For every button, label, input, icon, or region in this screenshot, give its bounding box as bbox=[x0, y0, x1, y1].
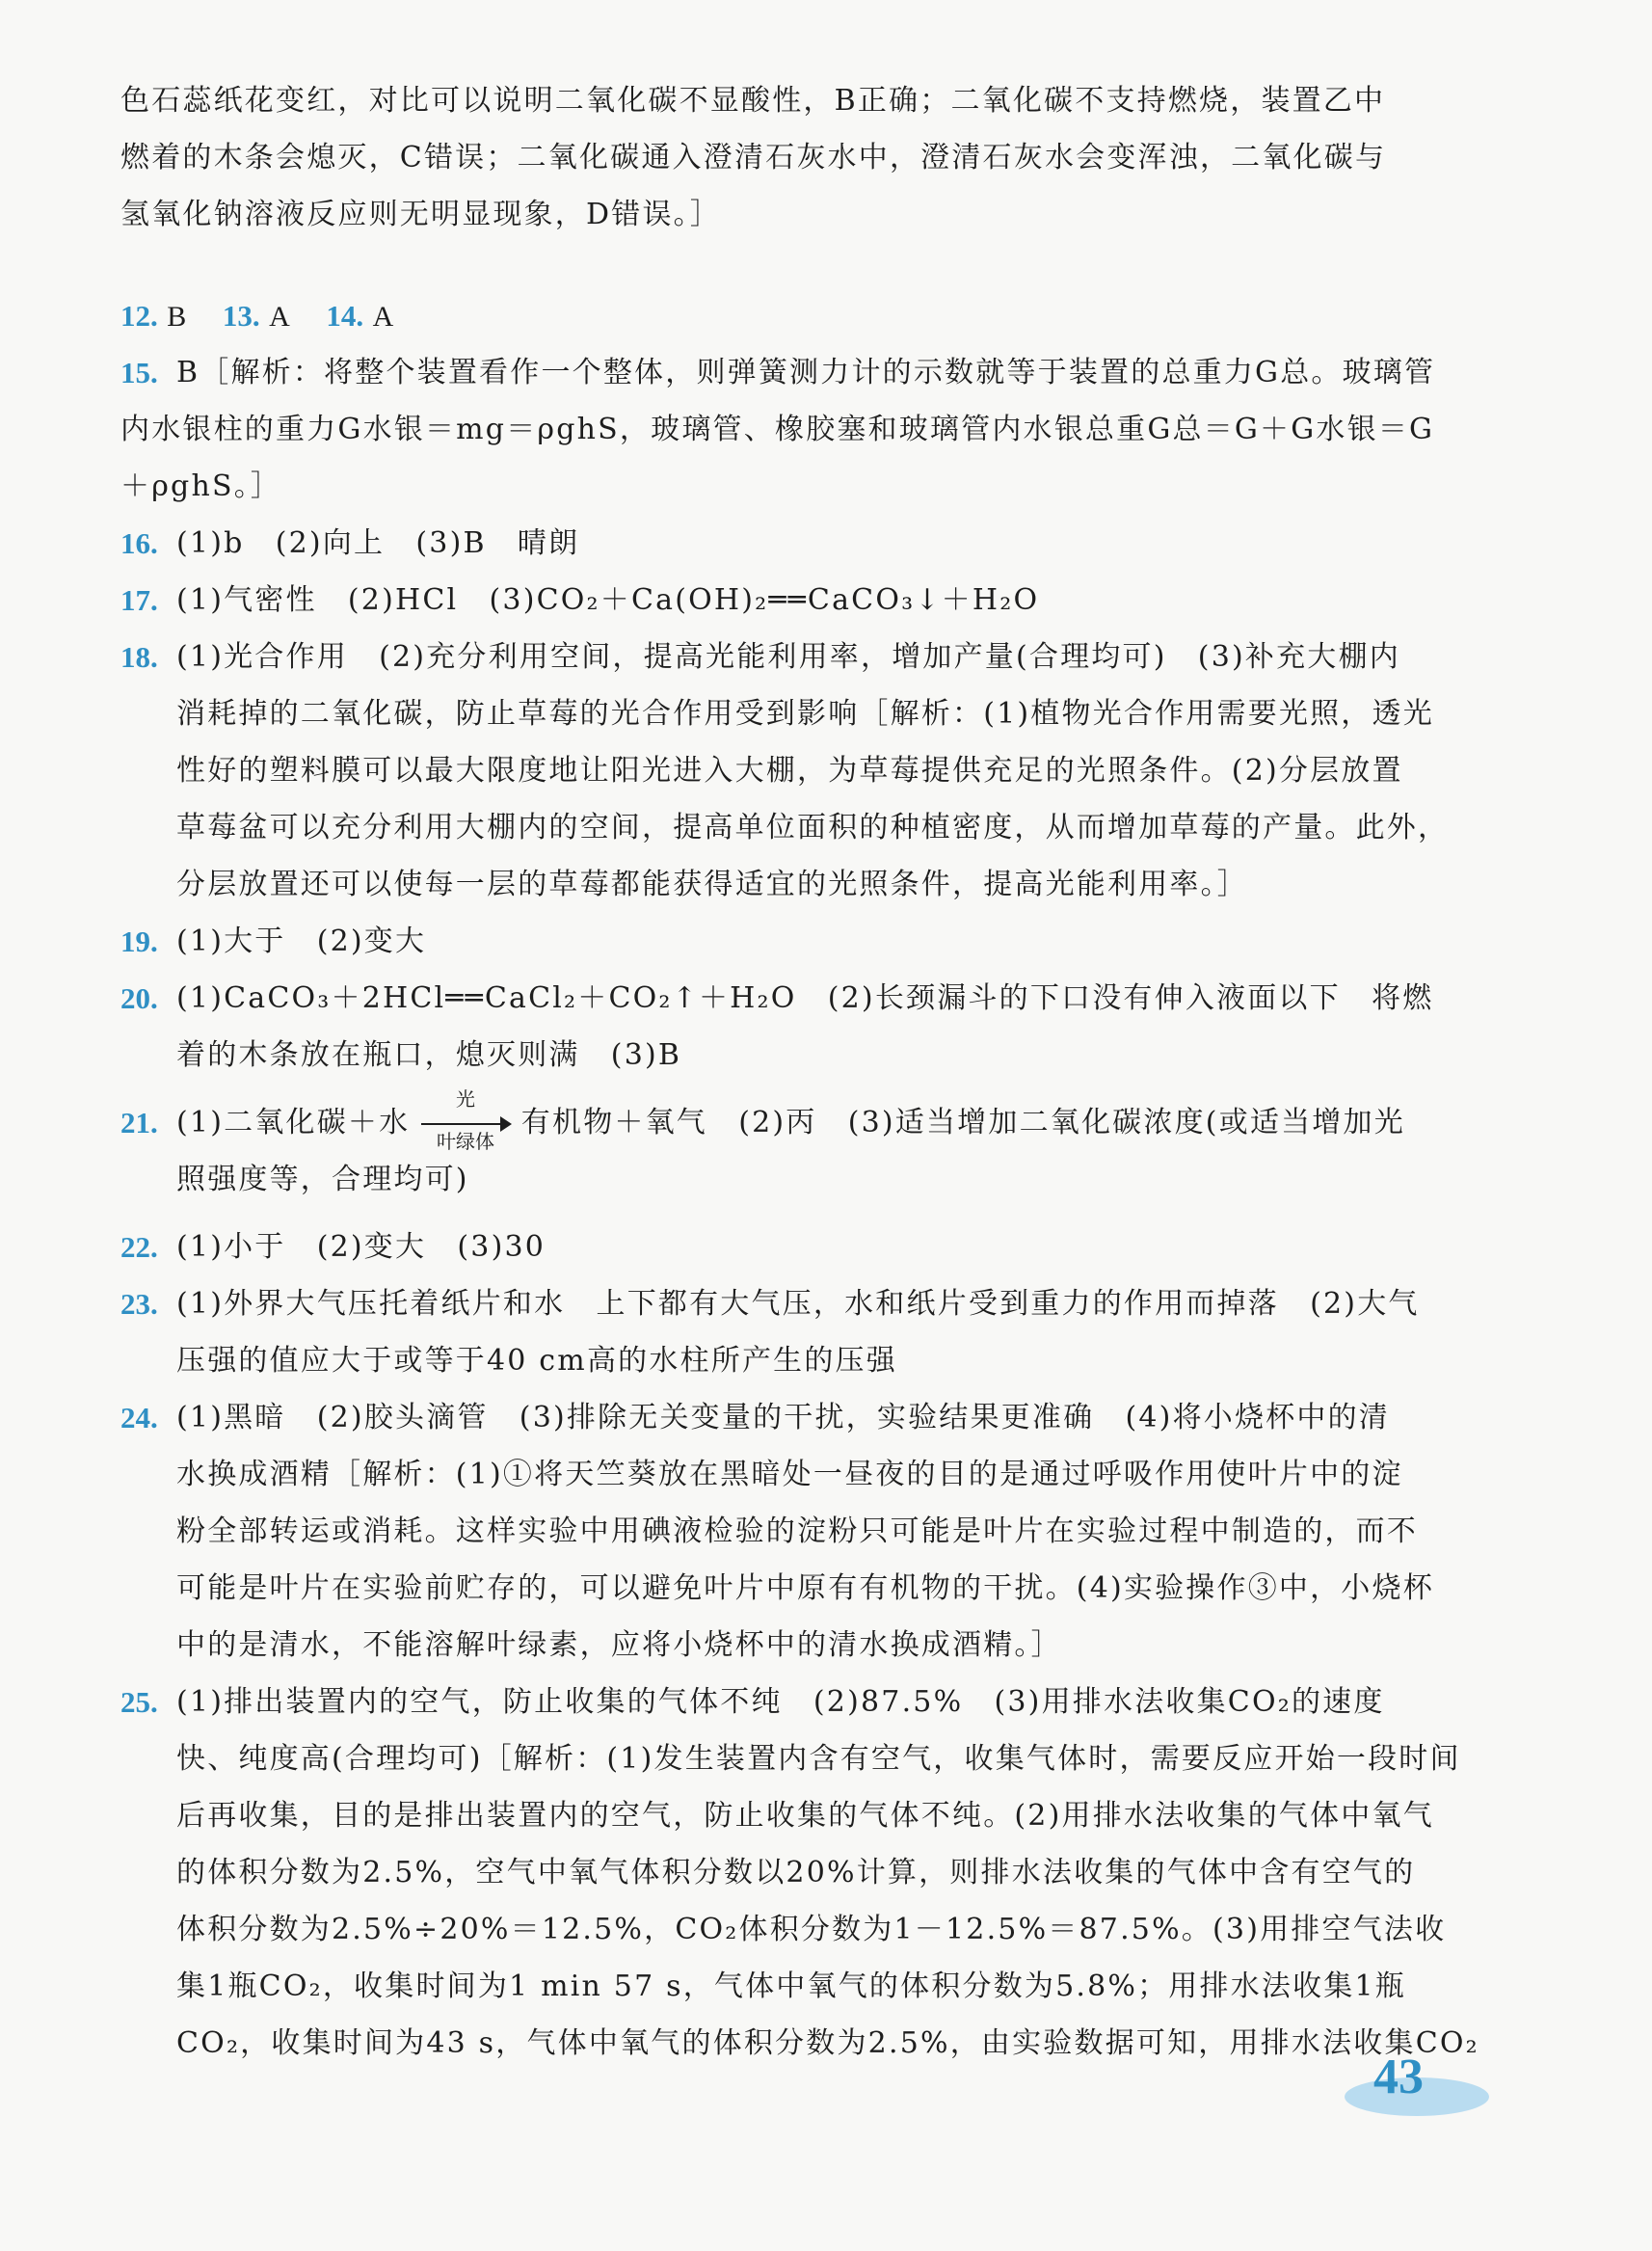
text-line: 水换成酒精［解析：(1)①将天竺葵放在黑暗处一昼夜的目的是通过呼吸作用使叶片中的淀 bbox=[176, 1458, 1403, 1491]
question-number: 18. bbox=[120, 640, 158, 674]
text-line: (1)大于 (2)变大 bbox=[176, 925, 427, 958]
question-number: 20. bbox=[120, 981, 158, 1015]
answer: B bbox=[167, 301, 187, 333]
page-number bbox=[1345, 2049, 1489, 2116]
text-line: (1)气密性 (2)HCl (3)CO₂＋Ca(OH)₂══CaCO₃↓＋H₂O bbox=[176, 583, 1040, 617]
question-number: 15. bbox=[120, 356, 158, 389]
text-line: 草莓盆可以充分利用大棚内的空间，提高单位面积的种植密度，从而增加草莓的产量。此外， bbox=[176, 811, 1450, 844]
text-line: (1)小于 (2)变大 (3)30 bbox=[176, 1230, 546, 1264]
text-line: 内水银柱的重力G水银＝mg＝ρghS，玻璃管、橡胶塞和玻璃管内水银总重G总＝G＋G水银＝G bbox=[120, 413, 1435, 446]
question-number: 12. bbox=[120, 299, 158, 333]
arrow-head-icon bbox=[500, 1116, 512, 1132]
arrow-line bbox=[421, 1123, 504, 1125]
text-line: 燃着的木条会熄灭，C错误；二氧化碳通入澄清石灰水中，澄清石灰水会变浑浊，二氧化碳与 bbox=[120, 141, 1387, 174]
text-line: (1)外界大气压托着纸片和水 上下都有大气压，水和纸片受到重力的作用而掉落 (2)大气 bbox=[176, 1287, 1420, 1321]
question-number: 17. bbox=[120, 583, 158, 617]
text-line: 照强度等，合理均可) bbox=[176, 1163, 469, 1196]
text-line: 粉全部转运或消耗。这样实验中用碘液检验的淀粉只可能是叶片在实验过程中制造的，而不 bbox=[176, 1514, 1418, 1548]
question-number: 22. bbox=[120, 1230, 158, 1264]
page-number-text: 43 bbox=[1373, 2050, 1424, 2104]
text-line: 性好的塑料膜可以最大限度地让阳光进入大棚，为草莓提供充足的光照条件。(2)分层放置 bbox=[176, 754, 1403, 788]
text-line: B［解析：将整个装置看作一个整体，则弹簧测力计的示数就等于装置的总重力G总。玻璃管 bbox=[176, 356, 1436, 389]
text-line: 快、纯度高(合理均可)［解析：(1)发生装置内含有空气，收集气体时，需要反应开始一段时间 bbox=[176, 1742, 1461, 1776]
question-number: 13. bbox=[222, 299, 260, 333]
question-number: 14. bbox=[326, 299, 364, 333]
text-line: (1)光合作用 (2)充分利用空间，提高光能利用率，增加产量(合理均可) (3)补充大棚内 bbox=[176, 640, 1400, 674]
text-line: ＋ρghS。］ bbox=[120, 469, 282, 503]
question-number: 16. bbox=[120, 526, 158, 560]
question-number: 23. bbox=[120, 1287, 158, 1321]
answers-12-14 bbox=[120, 287, 420, 345]
text-line: 的体积分数为2.5%，空气中氧气体积分数以20%计算，则排水法收集的气体中含有空气的 bbox=[176, 1856, 1416, 1889]
text-line: 集1瓶CO₂，收集时间为1 min 57 s，气体中氧气的体积分数为5.8%；用排水法收集1瓶 bbox=[176, 1970, 1406, 2003]
text-line: 分层放置还可以使每一层的草莓都能获得适宜的光照条件，提高光能利用率。］ bbox=[176, 868, 1248, 901]
answer: A bbox=[372, 301, 394, 333]
question-number: 21. bbox=[120, 1106, 158, 1139]
text-line: 消耗掉的二氧化碳，防止草莓的光合作用受到影响［解析：(1)植物光合作用需要光照，透光 bbox=[176, 697, 1434, 731]
question-number: 24. bbox=[120, 1401, 158, 1434]
question-number: 25. bbox=[120, 1685, 158, 1719]
text-line: 可能是叶片在实验前贮存的，可以避免叶片中原有有机物的干扰。(4)实验操作③中，小烧杯 bbox=[176, 1571, 1434, 1605]
text-line: (1)黑暗 (2)胶头滴管 (3)排除无关变量的干扰，实验结果更准确 (4)将小烧杯中的清 bbox=[176, 1401, 1390, 1434]
arrow-condition-top: 光 bbox=[456, 1087, 476, 1111]
reaction-arrow bbox=[421, 1087, 510, 1153]
text-line: 色石蕊纸花变红，对比可以说明二氧化碳不显酸性，B正确；二氧化碳不支持燃烧，装置乙中 bbox=[120, 84, 1386, 118]
text-line: 压强的值应大于或等于40 cm高的水柱所产生的压强 bbox=[176, 1344, 897, 1378]
text-line: (1)b (2)向上 (3)B 晴朗 bbox=[176, 526, 580, 560]
arrow-condition-bottom: 叶绿体 bbox=[437, 1130, 495, 1153]
equation-right: 有机物＋氧气 (2)丙 (3)适当增加二氧化碳浓度(或适当增加光 bbox=[520, 1106, 1405, 1139]
text-line: 氢氧化钠溶液反应则无明显现象，D错误。］ bbox=[120, 198, 722, 231]
question-number: 19. bbox=[120, 925, 158, 958]
text-line: 体积分数为2.5%÷20%＝12.5%，CO₂体积分数为1－12.5%＝87.5%。(3)用排空气法收 bbox=[176, 1913, 1447, 1946]
answer: A bbox=[269, 301, 290, 333]
text-line: (1)CaCO₃＋2HCl══CaCl₂＋CO₂↑＋H₂O (2)长颈漏斗的下口没有伸入液面以下 将燃 bbox=[176, 981, 1434, 1015]
text-line: CO₂，收集时间为43 s，气体中氧气的体积分数为2.5%，由实验数据可知，用排水法收集CO₂ bbox=[176, 2026, 1479, 2060]
text-line: 后再收集，目的是排出装置内的空气，防止收集的气体不纯。(2)用排水法收集的气体中氧气 bbox=[176, 1799, 1434, 1833]
equation-left: (1)二氧化碳＋水 bbox=[176, 1106, 411, 1139]
text-line: 中的是清水，不能溶解叶绿素，应将小烧杯中的清水换成酒精。］ bbox=[176, 1628, 1062, 1662]
text-line: (1)排出装置内的空气，防止收集的气体不纯 (2)87.5% (3)用排水法收集CO₂的速度 bbox=[176, 1685, 1385, 1719]
text-line bbox=[176, 1087, 1603, 1153]
text-line: 着的木条放在瓶口，熄灭则满 (3)B bbox=[176, 1038, 682, 1072]
